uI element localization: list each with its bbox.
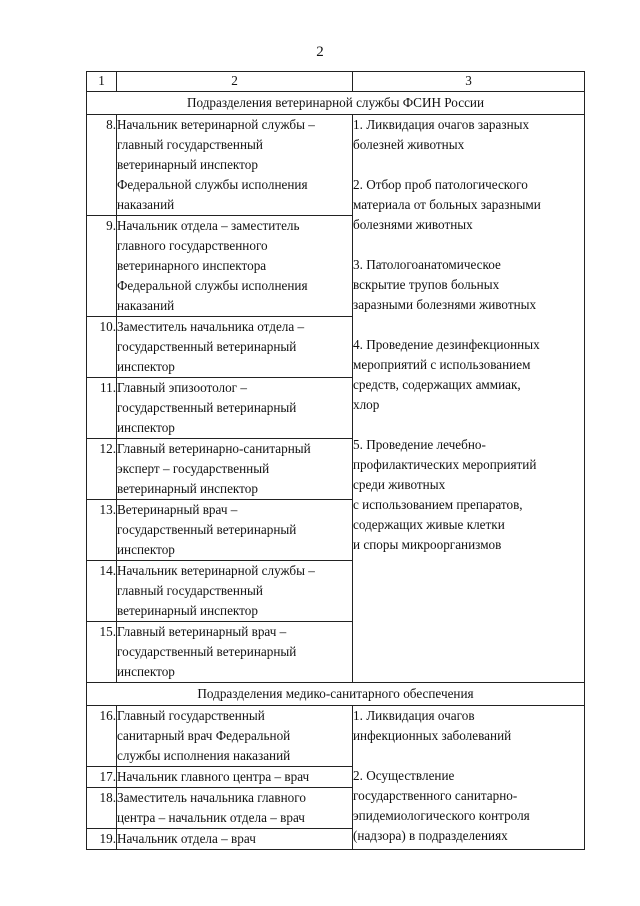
position-title (117, 216, 353, 317)
procedure-line: хлор (353, 397, 380, 412)
row-number: 8. (87, 115, 117, 216)
section-header-row (87, 683, 585, 706)
position-line: Главный ветеринарно-санитарный (117, 441, 311, 456)
position-line: главный государственный (117, 137, 263, 152)
table-row (87, 706, 585, 767)
position-line: Начальник отдела – заместитель (117, 218, 300, 233)
position-line: Заместитель начальника главного (117, 790, 306, 805)
position-line: ветеринарный инспектор (117, 481, 258, 496)
table-header-row (87, 72, 585, 92)
position-line: Ветеринарный врач – (117, 502, 238, 517)
position-line: наказаний (117, 298, 175, 313)
position-title (117, 500, 353, 561)
table-row (87, 115, 585, 216)
procedure-line: среди животных (353, 477, 446, 492)
procedure-line: 5. Проведение лечебно- (353, 437, 486, 452)
position-line: ветеринарный инспектор (117, 157, 258, 172)
row-number: 9. (87, 216, 117, 317)
section-title: Подразделения медико-санитарного обеспечения (87, 683, 585, 706)
position-line: инспектор (117, 664, 175, 679)
position-line: Главный эпизоотолог – (117, 380, 247, 395)
position-line: государственный ветеринарный (117, 522, 297, 537)
position-line: инспектор (117, 420, 175, 435)
row-number: 19. (87, 829, 117, 850)
position-title (117, 788, 353, 829)
row-number: 18. (87, 788, 117, 829)
position-line: ветеринарного инспектора (117, 258, 267, 273)
row-number: 16. (87, 706, 117, 767)
position-line: службы исполнения наказаний (117, 748, 291, 763)
position-line: эксперт – государственный (117, 461, 270, 476)
procedure-line: болезней животных (353, 137, 465, 152)
procedure-line: профилактических мероприятий (353, 457, 537, 472)
section-title: Подразделения ветеринарной службы ФСИН России (87, 92, 585, 115)
procedure-line: и споры микроорганизмов (353, 537, 502, 552)
position-line: Главный государственный (117, 708, 265, 723)
position-title (117, 622, 353, 683)
position-line: центра – начальник отдела – врач (117, 810, 305, 825)
procedure-line: вскрытие трупов больных (353, 277, 500, 292)
procedure-item (353, 115, 584, 155)
procedure-line: инфекционных заболеваний (353, 728, 512, 743)
row-number: 15. (87, 622, 117, 683)
position-line: Заместитель начальника отдела – (117, 319, 305, 334)
position-line: государственный ветеринарный (117, 644, 297, 659)
procedure-gap (353, 315, 584, 335)
procedure-line: (надзора) в подразделениях (353, 828, 508, 843)
position-line: санитарный врач Федеральной (117, 728, 291, 743)
row-number: 10. (87, 317, 117, 378)
position-title (117, 561, 353, 622)
position-line: ветеринарный инспектор (117, 603, 258, 618)
position-line: Начальник ветеринарной службы – (117, 563, 315, 578)
page-number: 2 (316, 44, 324, 60)
procedure-line: содержащих живые клетки (353, 517, 505, 532)
procedure-gap (353, 746, 584, 766)
procedure-line: 4. Проведение дезинфекционных (353, 337, 540, 352)
procedure-line: эпидемиологического контроля (353, 808, 530, 823)
position-line: государственный ветеринарный (117, 400, 297, 415)
position-line: Федеральной службы исполнения (117, 177, 308, 192)
procedure-line: средств, содержащих аммиак, (353, 377, 521, 392)
row-number: 12. (87, 439, 117, 500)
procedure-line: мероприятий с использованием (353, 357, 531, 372)
position-line: инспектор (117, 542, 175, 557)
procedure-item (353, 335, 584, 415)
position-title (117, 829, 353, 850)
positions-table (86, 71, 585, 850)
row-number: 13. (87, 500, 117, 561)
position-line: Федеральной службы исполнения (117, 278, 308, 293)
procedure-line: с использованием препаратов, (353, 497, 523, 512)
position-line: государственный ветеринарный (117, 339, 297, 354)
position-title (117, 317, 353, 378)
position-line: Начальник ветеринарной службы – (117, 117, 315, 132)
position-line: Начальник главного центра – врач (117, 769, 310, 784)
position-title (117, 115, 353, 216)
procedure-item (353, 175, 584, 235)
section-header-row (87, 92, 585, 115)
row-number: 14. (87, 561, 117, 622)
procedure-line: 1. Ликвидация очагов заразных (353, 117, 530, 132)
procedure-line: заразными болезнями животных (353, 297, 537, 312)
procedure-line: материала от больных заразными (353, 197, 541, 212)
position-line: инспектор (117, 359, 175, 374)
column-header-1: 1 (87, 72, 117, 92)
procedure-gap (353, 415, 584, 435)
position-title (117, 378, 353, 439)
position-title (117, 439, 353, 500)
procedure-line: 3. Патологоанатомическое (353, 257, 501, 272)
procedure-item (353, 766, 584, 846)
procedures-list (353, 706, 585, 850)
column-header-2: 2 (117, 72, 353, 92)
procedure-line: 1. Ликвидация очагов (353, 708, 475, 723)
procedure-item (353, 706, 584, 746)
procedures-list (353, 115, 585, 683)
procedure-line: болезнями животных (353, 217, 473, 232)
row-number: 17. (87, 767, 117, 788)
position-line: Главный ветеринарный врач – (117, 624, 287, 639)
position-title (117, 706, 353, 767)
procedure-gap (353, 235, 584, 255)
procedure-item (353, 435, 584, 555)
procedure-line: 2. Отбор проб патологического (353, 177, 528, 192)
position-line: наказаний (117, 197, 175, 212)
position-line: Начальник отдела – врач (117, 831, 256, 846)
position-title (117, 767, 353, 788)
position-line: главного государственного (117, 238, 268, 253)
procedure-item (353, 255, 584, 315)
procedure-gap (353, 155, 584, 175)
row-number: 11. (87, 378, 117, 439)
procedure-line: государственного санитарно- (353, 788, 518, 803)
column-header-3: 3 (353, 72, 585, 92)
position-line: главный государственный (117, 583, 263, 598)
procedure-line: 2. Осуществление (353, 768, 455, 783)
